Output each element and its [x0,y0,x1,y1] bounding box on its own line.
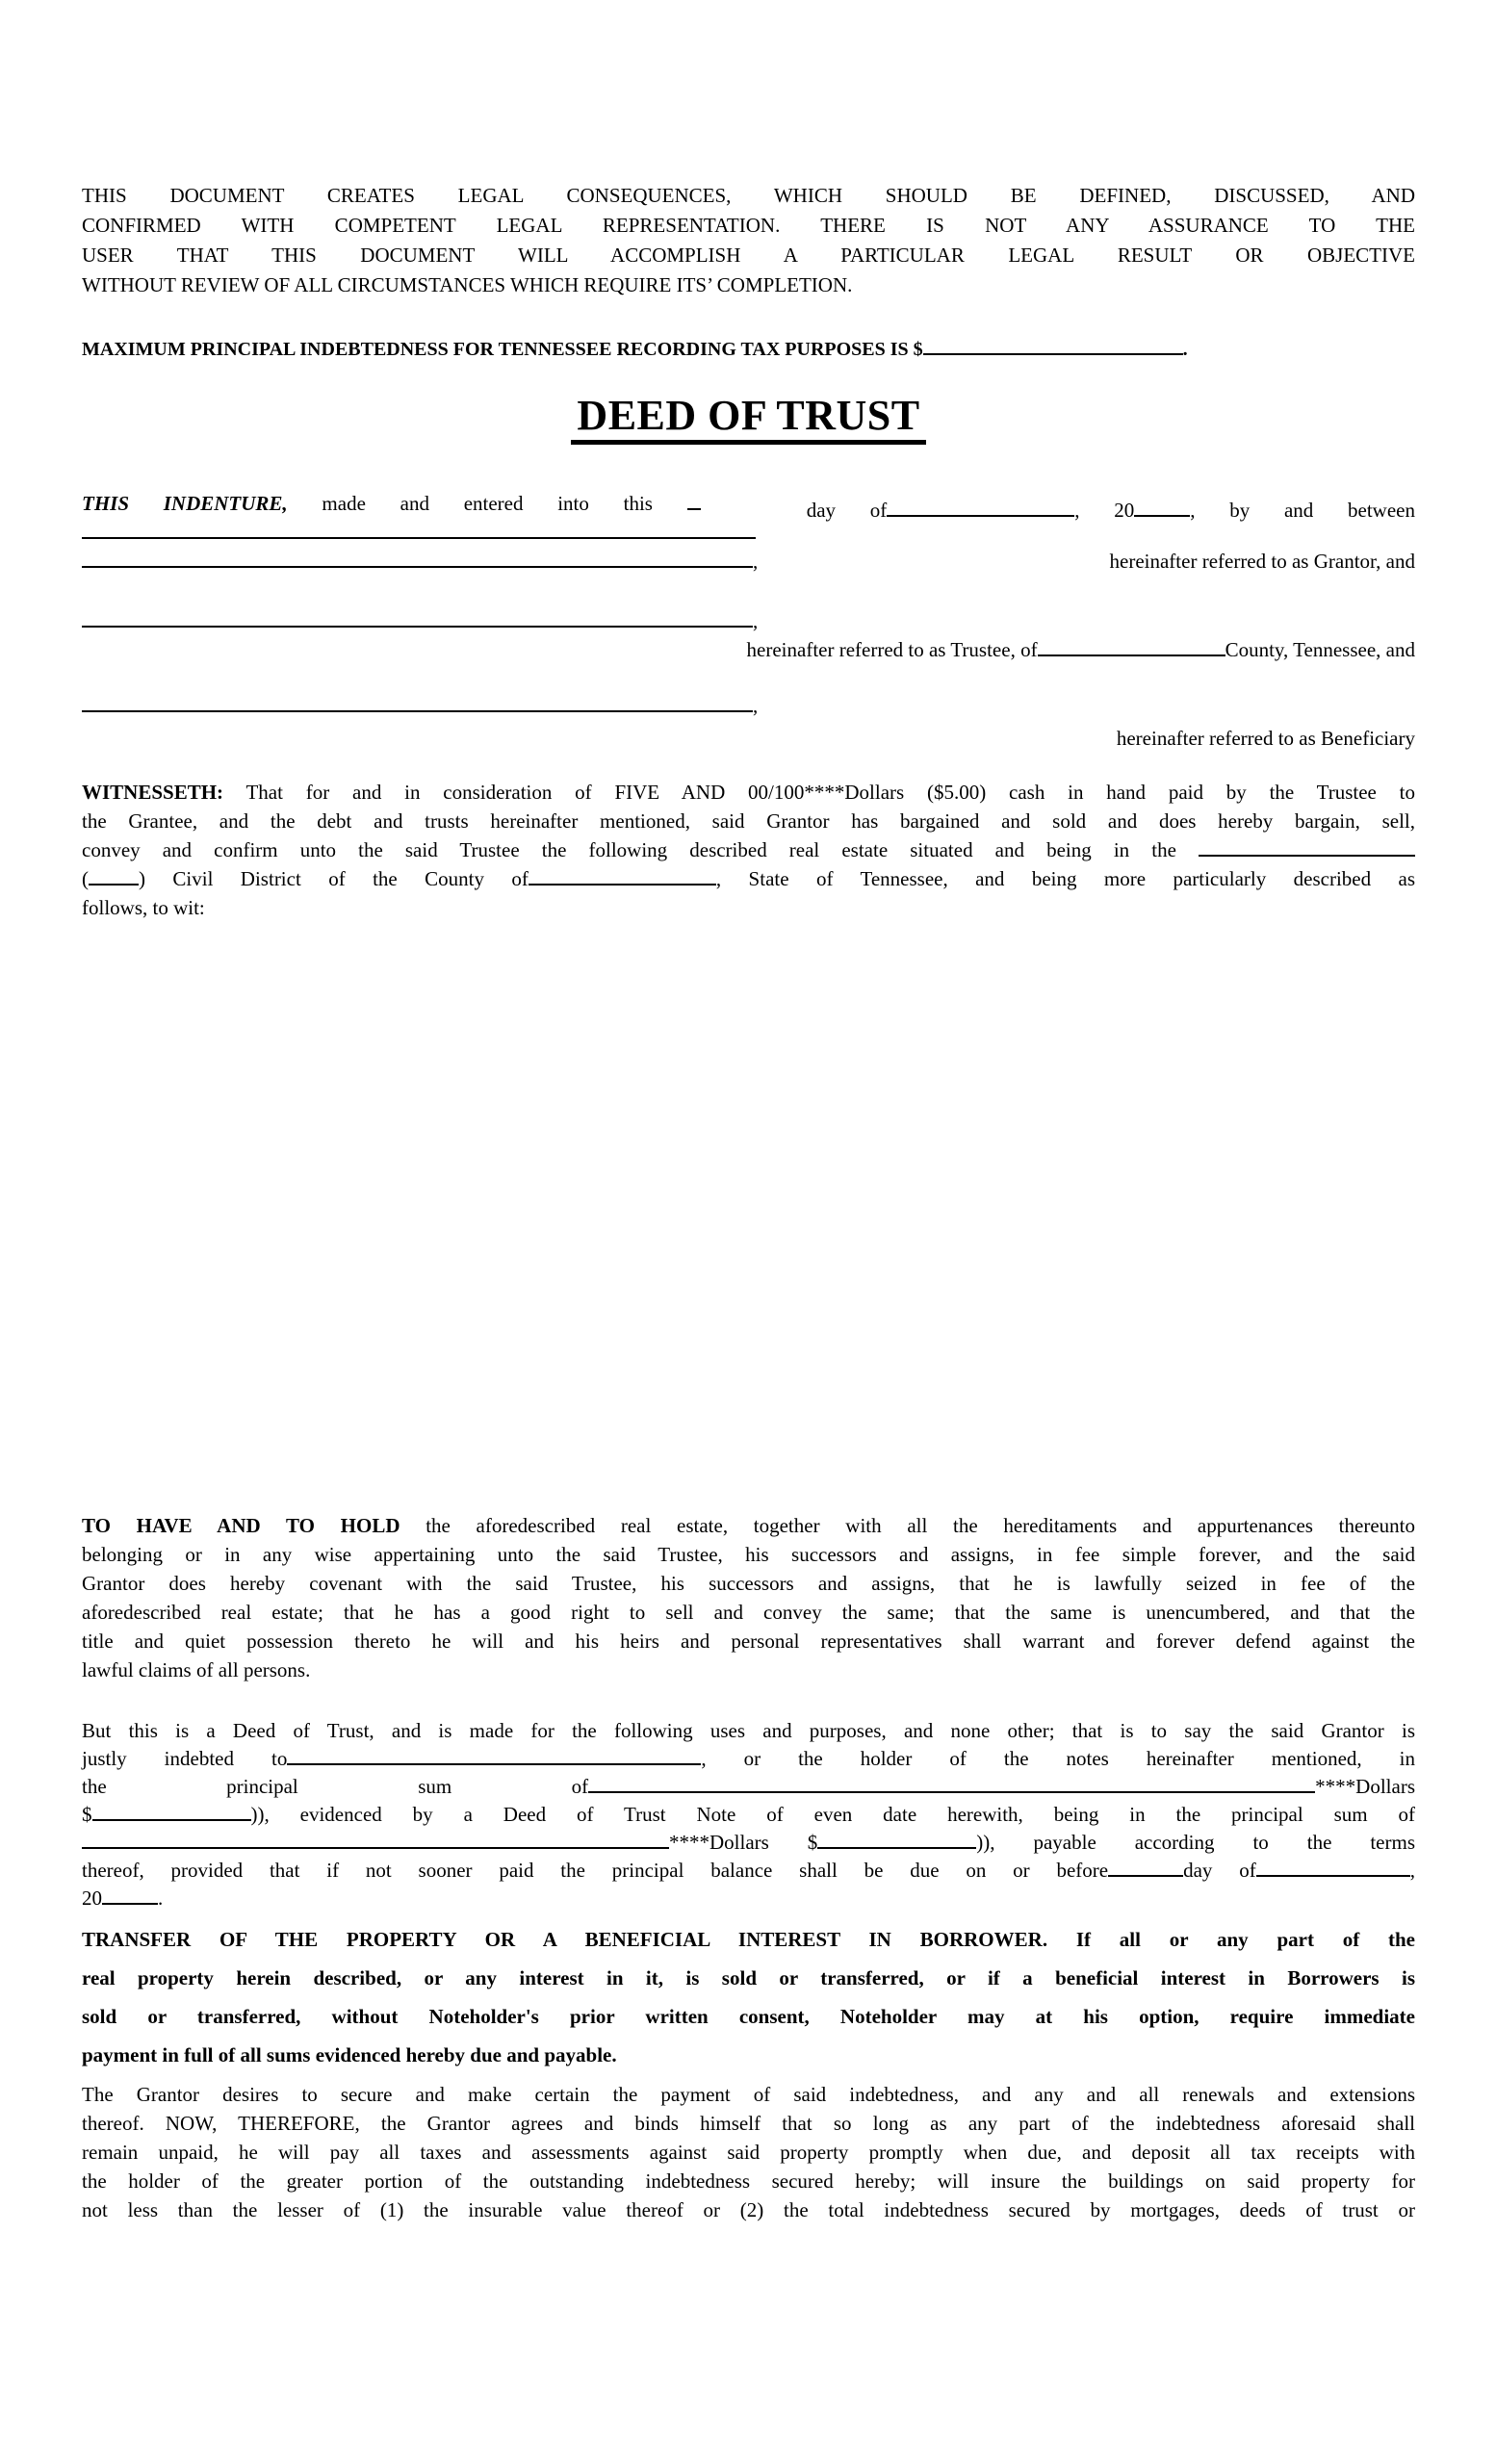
text-line: follows, to wit: [82,896,205,919]
property-description-area [82,922,1415,1511]
blank-maturity-day [1108,1858,1183,1877]
text-line: WITNESSETH: That for and in consideration of FIVE AND 00/100****Dollars ($5.00) cash in hand paid by the Trustee to [82,781,1415,804]
grantor-blank-line [82,518,1415,547]
habendum-lead-in: TO HAVE AND TO HOLD [82,1514,400,1537]
text-line: The Grantor desires to secure and make certain the payment of said indebtedness, and any and all renewals and extensions [82,2083,1415,2106]
trustee-designation-line: hereinafter referred to as Trustee, of County, Tennessee, and [746,638,1415,661]
blank-recording-tax-amount [923,337,1183,355]
covenants-clause [82,2080,1415,2224]
indenture-date-line: THIS INDENTURE, made and entered into this day of , 20 , by and between [82,492,1415,522]
text-line: convey and confirm unto the said Trustee the following described real estate situated and being in the [82,835,1415,864]
text-line: title and quiet possession thereto he will and his heirs and personal representatives shall warrant and forever defend against the [82,1630,1415,1653]
text-line: WITHOUT REVIEW OF ALL CIRCUMSTANCES WHICH REQUIRE ITS’ COMPLETION. [82,273,853,296]
text-line: THIS DOCUMENT CREATES LEGAL CONSEQUENCES, WHICH SHOULD BE DEFINED, DISCUSSED, AND [82,184,1415,207]
text-line: lawful claims of all persons. [82,1658,311,1681]
due-on-sale-clause [82,1920,1415,2074]
blank-principal-sum-words [588,1774,1315,1793]
text-line: ( ) Civil District of the County of , State of Tennessee, and being more particularly described as [82,867,1415,890]
beneficiary-blank-line: , [82,691,1415,720]
habendum-clause [82,1511,1415,1684]
line-right: hereinafter referred to as Grantor, and [1109,550,1415,573]
blank-grantor-name-line-1 [82,520,756,539]
disclaimer-paragraph [82,181,1415,300]
text-line: not less than the lesser of (1) the insurable value thereof or (2) the total indebtedness secured by mortgages, deeds of trust or [82,2198,1415,2221]
text-line: Grantor does hereby covenant with the said Trustee, his successors and assigns, that he is lawfully seized in fee of the [82,1572,1415,1595]
text-line: justly indebted to , or the holder of the notes hereinafter mentioned, in [82,1747,1415,1770]
blank-trustee-name [82,608,753,628]
text-line: thereof, provided that if not sooner paid the principal balance shall be due on or before day of , [82,1859,1415,1882]
text-line: the Grantee, and the debt and trusts hereinafter mentioned, said Grantor has bargained and sold and does hereby bargain, sell, [82,809,1415,833]
max-indebtedness-text: MAXIMUM PRINCIPAL INDEBTEDNESS FOR TENNESSEE RECORDING TAX PURPOSES IS $ . [82,339,1188,360]
date-phrase: day of , 20 , by and between [806,499,1415,522]
text-line: thereof. NOW, THEREFORE, the Grantor agrees and binds himself that so long as any part of the indebtedness aforesaid shall [82,2112,1415,2135]
text-line: $ )), evidenced by a Deed of Trust Note of even date herewith, being in the principal sum of [82,1803,1415,1826]
line-left: , [82,547,758,576]
trustee-blank-line: , [82,606,1415,635]
grantor-designation-line [82,547,1415,576]
text-line: TRANSFER OF THE PROPERTY OR A BENEFICIAL INTEREST IN BORROWER. If all or any part of the [82,1928,1415,1951]
text-line: the principal sum of ****Dollars [82,1775,1415,1798]
blank-situs-county [529,866,716,886]
text-line: payment in full of all sums evidenced hereby due and payable. [82,2043,617,2066]
text-line: remain unpaid, he will pay all taxes and assessments against said property promptly when due, and deposit all tax receipts with [82,2141,1415,2164]
blank-noteholder-name [287,1746,701,1765]
blank-situs-location [1199,837,1415,857]
blank-principal-sum-amount [92,1802,251,1821]
beneficiary-designation-line: hereinafter referred to as Beneficiary [1116,727,1415,750]
blank-month [887,498,1074,517]
blank-civil-district-number [89,866,139,886]
text-line: real property herein described, or any interest in it, is sold or transferred, or if a beneficial interest in Borrowers is [82,1966,1415,1989]
text-line: TO HAVE AND TO HOLD the aforedescribed real estate, together with all the hereditaments and appurtenances thereunto [82,1514,1415,1537]
indenture-lead-in: THIS INDENTURE, [82,492,288,515]
indebtedness-clause [82,1717,1415,1912]
blank-day [687,491,701,510]
blank-trustee-county [1038,637,1225,656]
text-line: belonging or in any wise appertaining unto the said Trustee, his successors and assigns, in fee simple forever, and the said [82,1543,1415,1566]
blank-beneficiary-name [82,693,753,712]
blank-note-sum-amount [817,1830,976,1849]
blank-maturity-year [102,1886,158,1905]
document-title [82,391,1415,450]
blank-note-sum-words [82,1830,669,1849]
document-title-text: DEED OF TRUST [571,392,925,445]
blank-grantor-name-line-2 [82,549,753,568]
text-line: aforedescribed real estate; that he has a good right to sell and convey the same; that the same is unencumbered, and that the [82,1601,1415,1624]
text-line: USER THAT THIS DOCUMENT WILL ACCOMPLISH A PARTICULAR LEGAL RESULT OR OBJECTIVE [82,244,1415,267]
indenture-clause [82,489,1415,753]
text-line: 20 . [82,1886,164,1910]
spacer [701,509,807,510]
text-line: sold or transferred, without Noteholder's prior written consent, Noteholder may at his option, require immediate [82,2005,1415,2028]
text-line: ****Dollars $ )), payable according to the terms [82,1829,1415,1857]
text-line: the holder of the greater portion of the outstanding indebtedness secured hereby; will insure the buildings on said property for [82,2169,1415,2193]
witnesseth-lead-in: WITNESSETH: [82,781,224,804]
text-line: But this is a Deed of Trust, and is made for the following uses and purposes, and none other; that is to say the said Grantor is [82,1719,1415,1742]
max-indebtedness-line [82,335,1415,364]
blank-year [1134,498,1190,517]
blank-maturity-month [1256,1858,1410,1877]
witnesseth-clause [82,778,1415,922]
text-line: CONFIRMED WITH COMPETENT LEGAL REPRESENTATION. THERE IS NOT ANY ASSURANCE TO THE [82,214,1415,237]
